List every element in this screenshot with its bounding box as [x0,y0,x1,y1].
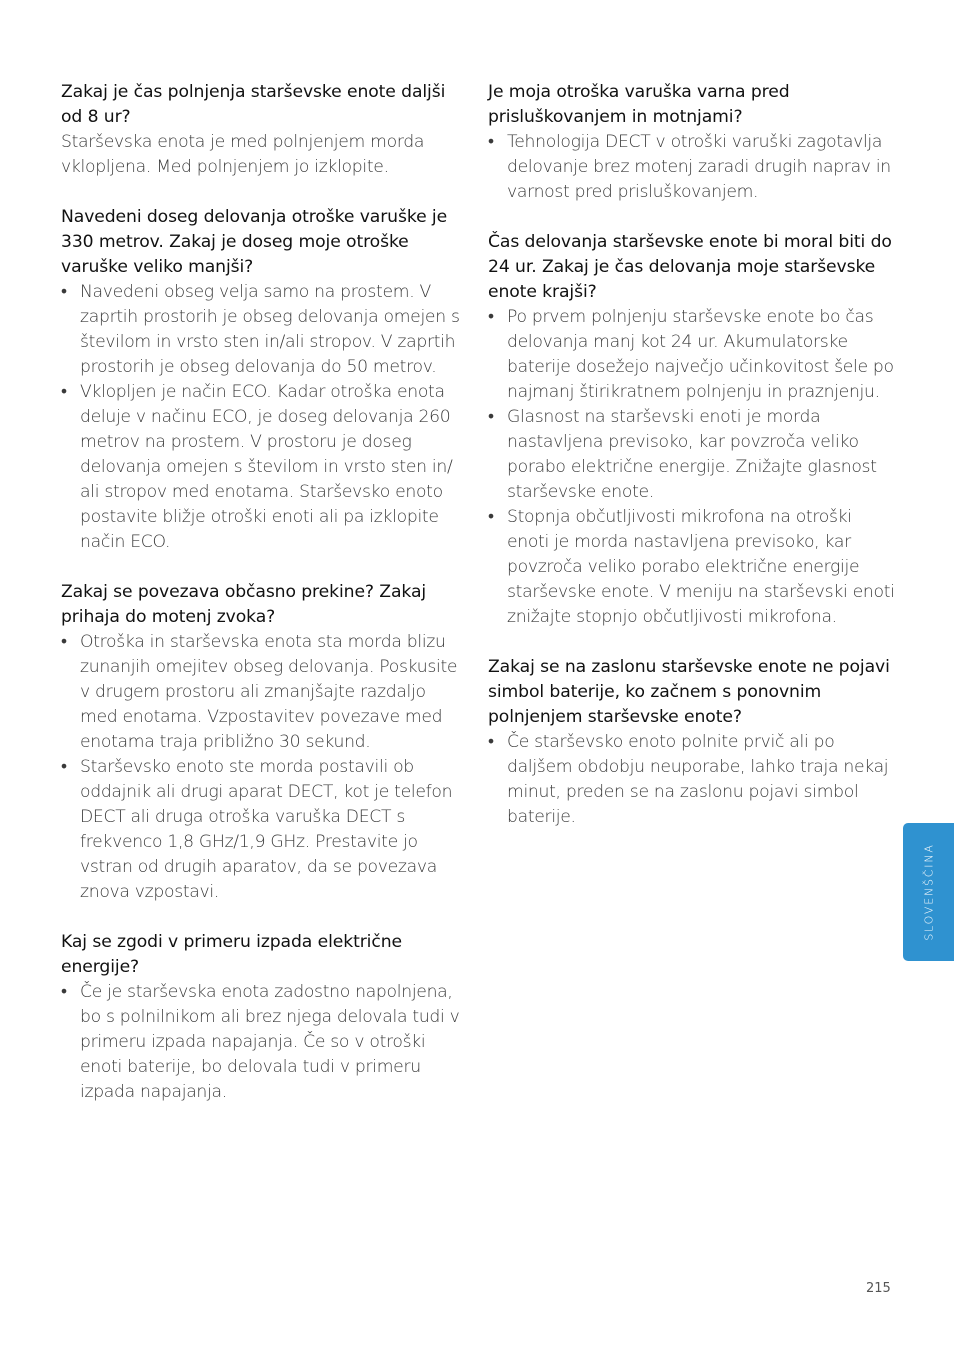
faq-bullet: • Stopnja občutljivosti mikrofona na otroški enoti je morda nastavljena previsoko, kar povzroča veliko porabo električne energije starševske enote. V meniju na starševski enoti znižajte stopnjo občutljivosti mikrofona. [488,505,898,630]
faq-section [61,205,466,555]
faq-question: Kaj se zgodi v primeru izpada električne energije? [61,932,402,977]
faq-answer: Starševska enota je med polnjenjem morda vklopljena. Med polnjenjem jo izklopite. [61,132,425,177]
faq-bullet-list [61,630,466,905]
faq-question: Čas delovanja starševske enote bi moral biti do 24 ur. Zakaj je čas delovanja moje starševske enote krajši? [488,232,892,302]
faq-question: Je moja otroška varuška varna pred prisluškovanjem in motnjami? [488,82,790,127]
faq-question: Zakaj se na zaslonu starševske enote ne pojavi simbol baterije, ko začnem s ponovnim polnjenjem starševske enote? [488,657,890,727]
faq-bullet-list [61,280,466,555]
left-column [61,80,466,1130]
faq-bullet: • Otroška in starševska enota sta morda blizu zunanjih omejitev obseg delovanja. Poskusite v drugem prostoru ali zmanjšajte razdaljo med enotama. Vzpostavitev povezave med enotama traja približno 30 sekund. [61,630,466,755]
page-number: 215 [866,1281,891,1296]
faq-question: Navedeni doseg delovanja otroške varuške je 330 metrov. Zakaj je doseg moje otroške varuške veliko manjši? [61,207,448,277]
faq-section [488,655,898,830]
language-tab-label: SLOVENŠČINA [922,843,935,941]
faq-bullet: • Po prvem polnjenju starševske enote bo čas delovanja manj kot 24 ur. Akumulatorske baterije dosežejo največjo učinkovitost šele po najmanj štirikratnem polnjenju in praznjenju. [488,305,898,405]
faq-bullet: • Če starševsko enoto polnite prvič ali po daljšem obdobju neuporabe, lahko traja nekaj minut, preden se na zaslonu pojavi simbol baterije. [488,730,898,830]
faq-section [488,230,898,630]
faq-bullet-list [488,130,898,205]
faq-bullet-list [488,730,898,830]
faq-bullet: • Glasnost na starševski enoti je morda nastavljena previsoko, kar povzroča veliko porabo električne energije. Znižajte glasnost starševske enote. [488,405,898,505]
language-tab [903,823,954,961]
faq-section [61,930,466,1105]
faq-section [61,580,466,905]
faq-bullet: • Starševsko enoto ste morda postavili ob oddajnik ali drugi aparat DECT, kot je telefon DECT ali druga otroška varuška DECT s frekvenco 1,8 GHz/1,9 GHz. Prestavite jo vstran od drugih aparatov, da se povezava znova vzpostavi. [61,755,466,905]
faq-section [488,80,898,205]
faq-bullet: • Navedeni obseg velja samo na prostem. V zaprtih prostorih je obseg delovanja omejen s številom in vrsto sten in/ali stropov. V zaprtih prostorih je obseg delovanja do 50 metrov. [61,280,466,380]
faq-bullet: • Vklopljen je način ECO. Kadar otroška enota deluje v načinu ECO, je doseg delovanja 260 metrov na prostem. V prostoru je doseg delovanja omejen s številom in vrsto sten in/ ali stropov med enotama. Starševsko enoto postavite bližje otroški enoti ali pa izklopite način ECO. [61,380,466,555]
faq-bullet: • Če je starševska enota zadostno napolnjena, bo s polnilnikom ali brez njega delovala tudi v primeru izpada napajanja. Če so v otroški enoti baterije, bo delovala tudi v primeru izpada napajanja. [61,980,466,1105]
faq-section [61,80,466,180]
right-column [488,80,898,855]
faq-bullet: • Tehnologija DECT v otroški varuški zagotavlja delovanje brez motenj zaradi drugih naprav in varnost pred prisluškovanjem. [488,130,898,205]
faq-question: Zakaj se povezava občasno prekine? Zakaj prihaja do motenj zvoka? [61,582,427,627]
faq-bullet-list [61,980,466,1105]
faq-bullet-list [488,305,898,630]
faq-question: Zakaj je čas polnjenja starševske enote daljši od 8 ur? [61,82,446,127]
